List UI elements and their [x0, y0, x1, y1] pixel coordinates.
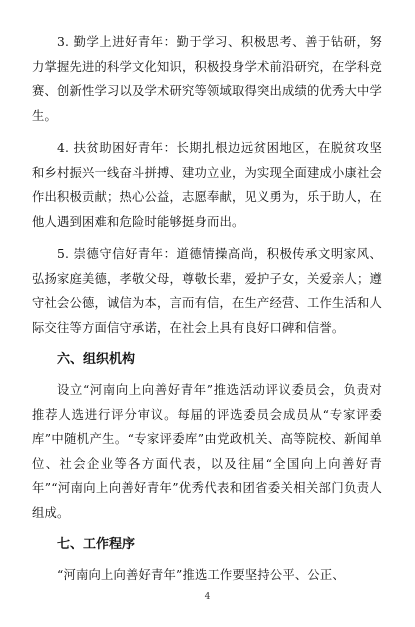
paragraph-procedure: “河南向上向善好青年”推选工作要坚持公平、公正、 [57, 568, 345, 582]
paragraph-criteria-4: 4. 扶贫助困好青年：长期扎根边远贫困地区，在脱贫攻坚和乡村振兴一线奋斗拼搏、建功立业，为实现全面建成小康社会作出积极贡献；热心公益，志愿奉献，见义勇为，乐于助人，在他人遇到困难和危险时能够挺身而出。 [32, 141, 382, 229]
paragraph-criteria-5: 5. 崇德守信好青年：道德情操高尚，积极传承文明家风、弘扬家庭美德，孝敬父母，尊敬长辈，爱护子女，关爱亲人；遵守社会公德，诚信为本，言而有信，在生产经营、工作生活和人际交往等方面信守承诺，在社会上具有良好口碑和信誉。 [32, 247, 382, 335]
page-content [32, 30, 382, 596]
page-number: 4 [204, 592, 211, 602]
paragraph-organization: 设立“河南向上向善好青年”推选活动评议委员会，负责对推荐人选进行评分审议。每届的评选委员会成员从“专家评委库”中随机产生。“专家评委库”由党政机关、高等院校、新闻单位、社会企业等各方面代表，以及往届“全国向上向善好青年”“河南向上向善好青年”优秀代表和团省委关相关部门负责人组成。 [32, 383, 382, 520]
paragraph-criteria-3: 3. 勤学上进好青年：勤于学习、积极思考、善于钻研，努力掌握先进的科学文化知识，积极投身学术前沿研究，在学科竞赛、创新性学习以及学术研究等领域取得突出成绩的优秀大中学生。 [32, 35, 382, 123]
section-heading-organization: 六、组织机构 [57, 352, 136, 367]
section-heading-procedure: 七、工作程序 [57, 537, 136, 552]
